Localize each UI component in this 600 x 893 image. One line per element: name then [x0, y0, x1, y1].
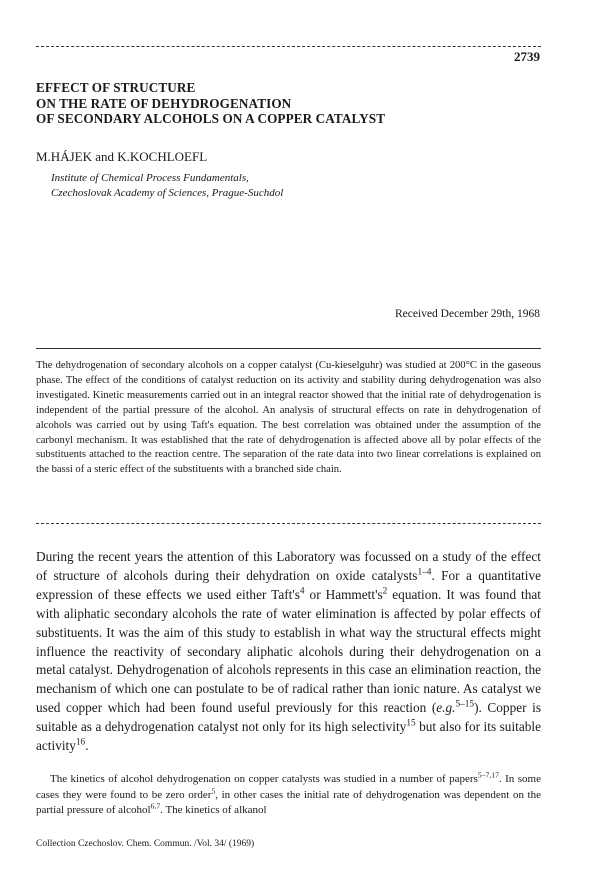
reference-superscript: 5 — [211, 785, 216, 795]
text-run: , in other cases the initial rate of dehydrogenation was dependent on the partial pressure of alcohol — [36, 788, 541, 816]
abstract-bottom-rule — [36, 523, 541, 524]
journal-footer: Collection Czechoslov. Chem. Commun. /Vol. 34/ (1969) — [36, 839, 255, 849]
reference-superscript: 4 — [299, 586, 305, 597]
title-line-2: ON THE RATE OF DEHYDROGENATION — [36, 95, 292, 111]
text-run: or Hammett's — [304, 586, 383, 602]
reference-superscript: 5–7,17 — [477, 770, 499, 780]
affiliation-line-2: Czechoslovak Academy of Sciences, Prague-Suchdol — [51, 187, 284, 199]
italic-eg: e.g. — [436, 700, 456, 716]
received-date: Received December 29th, 1968 — [395, 308, 540, 320]
abstract: The dehydrogenation of secondary alcohols on a copper catalyst (Cu-kieselguhr) was studied at 200°C in the gaseous phase. The effect of the conditions of catalyst reduction on its activity and stability during dehydrogenation was also investigated. Kinetic measurements carried out in an integral reactor showed that the initial rate of dehydrogenation is independent of the partial pressure of the alcohol. An analysis of structural effects on rate in dehydrogenation of alcohols was carried out by using Taft's equation. The best correlation was obtained under the assumption of the carbonyl mechanism. It was established that the rate of dehydrogenation is affected above all by polar effects of the substituents attached to the reaction centre. The separation of the rate data into two linear correlations is explained on the bassi of a steric effect of the substituents with a branched side chain. — [36, 360, 541, 476]
text-run: . The kinetics of alkanol — [160, 804, 267, 816]
reference-superscript: 5–15 — [455, 699, 475, 710]
reference-superscript: 15 — [406, 718, 416, 729]
page-number: 2739 — [514, 49, 540, 64]
title-line-3: OF SECONDARY ALCOHOLS ON A COPPER CATALYST — [36, 111, 386, 126]
affiliation-line-1: Institute of Chemical Process Fundamentals, — [51, 172, 249, 184]
text-run: ). Copper is suitable as a dehydrogenation catalyst not only for its high selectivity — [36, 700, 541, 735]
reference-superscript: 6,7 — [150, 801, 161, 811]
reference-superscript: 2 — [382, 586, 388, 597]
text-run: During the recent years the attention of this Laboratory was focussed on a study of the effect of structure of alcohols during their dehydration on oxide catalysts — [36, 549, 541, 583]
text-run: . In some cases they were found to be zero order — [36, 773, 541, 801]
text-run: . — [85, 738, 89, 754]
reference-superscript: 1–4 — [417, 567, 432, 578]
article-title — [36, 80, 556, 127]
affiliation — [51, 171, 283, 201]
body-paragraph-1 — [36, 548, 541, 756]
text-run: The kinetics of alcohol dehydrogenation on copper catalysts was studied in a number of papers — [50, 773, 478, 785]
abstract-top-rule — [36, 348, 541, 349]
title-line-1: EFFECT OF STRUCTURE — [36, 80, 196, 95]
body-paragraph-2 — [36, 772, 541, 819]
header-rule — [36, 46, 541, 47]
authors: M.HÁJEK and K.KOCHLOEFL — [36, 149, 208, 164]
text-run: . For a quantitative expression of these effects we used either Taft's — [36, 567, 541, 602]
text-run: equation. It was found that with aliphatic secondary alcohols the rate of water elimination is affected by polar effects of substituents. It was the aim of this study to establish in what way the structural effects might influence the reactivity of secondary aliphatic alcohols during their dehydrogenation on a metal catalyst. Dehydrogenation of alcohols represents in this case an elimination reaction, the mechanism of which one can postulate to be of radical rather than ionic nature. As catalyst we used copper which had been found useful previously for this reaction ( — [36, 586, 541, 716]
text-run: but also for its suitable activity — [36, 719, 541, 754]
reference-superscript: 16 — [75, 737, 86, 748]
